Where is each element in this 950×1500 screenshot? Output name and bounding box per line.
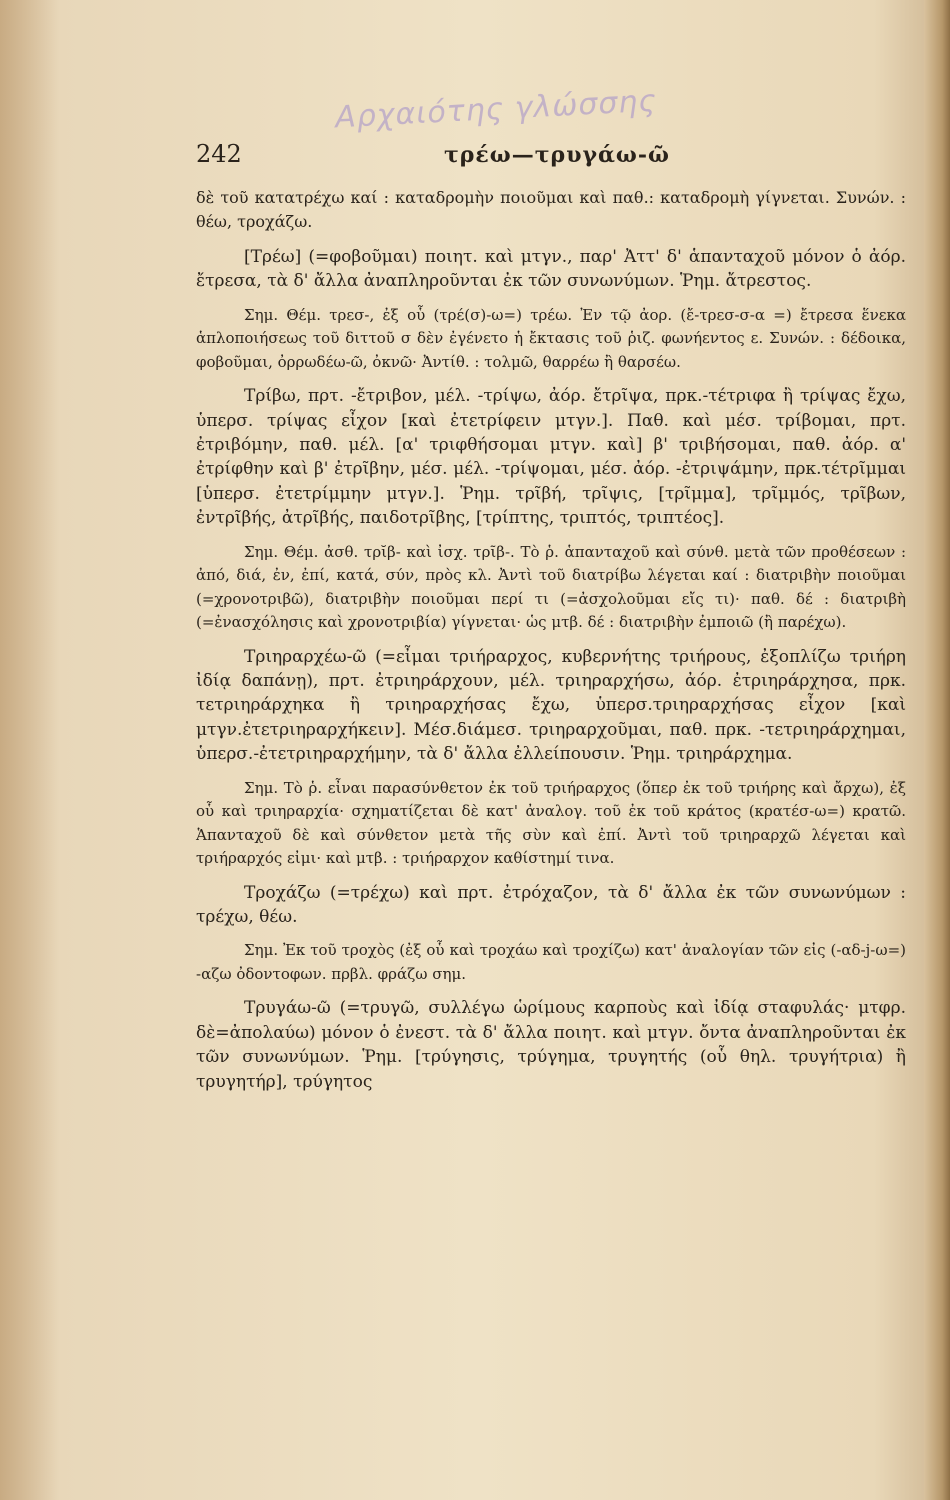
- note-treo: Σημ. Θέμ. τρεσ-, ἐξ οὗ (τρέ(σ)-ω=) τρέω. Ἐν τῷ ἀορ. (ἔ-τρεσ-σ-α =) ἔτρεσα ἕνεκα ἁπλοποιήσεως τοῦ διττοῦ σ δὲν ἐγένετο ἡ ἔκτασις τοῦ ῥιζ. φωνήεντος ε. Συνών. : δέδοικα, φοβοῦμαι, ὀρρωδέω-ῶ, ὀκνῶ· Ἀντίθ. : τολμῶ, θαρρέω ἢ θαρσέω.: [196, 305, 906, 371]
- note-trochazo: Σημ. Ἐκ τοῦ τροχὸς (ἐξ οὗ καὶ τροχάω καὶ τροχίζω) κατ' ἀναλογίαν τῶν εἰς (-αδ-j-ω=) -αζω ὀδοντοφων. πρβλ. φράζω σημ.: [196, 941, 906, 983]
- page-edge: [924, 0, 950, 1500]
- note-trierarcheo: Σημ. Τὸ ῥ. εἶναι παρασύνθετον ἐκ τοῦ τριήραρχος (ὅπερ ἐκ τοῦ τριήρης καὶ ἄρχω), ἐξ οὗ καὶ τριηραρχία· σχηματίζεται δὲ κατ' ἀναλογ. τοῦ ἐκ τοῦ κράτος (κρατέσ-ω=) κρατῶ. Ἁπανταχοῦ δὲ καὶ σύνθετον μετὰ τῆς σὺν καὶ ἐπί. Ἀντὶ τοῦ τριηραρχῶ λέγεται καὶ τριήραρχός εἰμι· καὶ μτβ. : τριήραρχον καθίστημί τινα.: [196, 778, 906, 868]
- running-head: τρέω—τρυγάω-ῶ: [444, 142, 670, 168]
- note-tribo: Σημ. Θέμ. ἀσθ. τρῐβ- καὶ ἰσχ. τρῖβ-. Τὸ ῥ. ἁπανταχοῦ καὶ σύνθ. μετὰ τῶν προθέσεων : ἀπό, διά, ἐν, ἐπί, κατά, σύν, πρὸς κλ. Ἀντὶ τοῦ διατρίβω λέγεται καί : διατριβὴν ποιοῦμαι (=χρονοτριβῶ), διατριβὴν ποιοῦμαι περί τι (=ἀσχολοῦμαι εἴς τι)· παθ. δέ : διατριβὴ (=ἐνασχόλησις καὶ χρονοτριβία) γίγνεται· ὡς μτβ. δέ : διατριβὴν ἐμποιῶ (ἢ παρέχω).: [196, 542, 906, 632]
- entry-tribo: Τρίβω, πρτ. -ἔτριβον, μέλ. -τρίψω, ἀόρ. ἔτρῖψα, πρκ.-τέτριφα ἢ τρίψας ἔχω, ὑπερσ. τρίψας εἶχον [καὶ ἐτετρίφειν μτγν.]. Παθ. καὶ μέσ. τρίβομαι, πρτ. ἐτριβόμην, παθ. μέλ. [α' τριφθήσομαι μτγν. καὶ] β' τριβήσομαι, παθ. ἀόρ. α' ἐτρίφθην καὶ β' ἐτρῖβην, μέσ. μέλ. -τρίψομαι, μέσ. ἀόρ. -ἐτριψάμην, πρκ.τέτρῖμμαι [ὑπερσ. ἐτετρίμμην μτγν.]. Ῥημ. τρῖβή, τρῖψις, [τρῖμμα], τρῖμμός, τρῖβων, ἐντρῖβής, ἀτρῖβής, παιδοτρῖβης, [τρίπτης, τριπτός, τριπτέος].: [196, 386, 906, 529]
- page-body: [196, 186, 906, 1104]
- page-number: 242: [196, 140, 242, 168]
- page-header: [196, 140, 906, 180]
- entry-treo: [Τρέω] (=φοβοῦμαι) ποιητ. καὶ μτγν., παρ' Ἀττ' δ' ἁπανταχοῦ μόνον ὁ ἀόρ. ἔτρεσα, τὰ δ' ἄλλα ἀναπληροῦνται ἐκ τῶν συνωνύμων. Ῥημ. ἄτρεστος.: [196, 246, 906, 292]
- paragraph-continuation: δὲ τοῦ κατατρέχω καί : καταδρομὴν ποιοῦμαι καὶ παθ.: καταδρομὴ γίγνεται. Συνών. : θέω, τροχάζω.: [196, 188, 906, 232]
- handwritten-note: Αρχαιότης γλώσσης: [334, 83, 658, 136]
- entry-trygao: Τρυγάω-ῶ (=τρυγῶ, συλλέγω ὡρίμους καρποὺς καὶ ἰδίᾳ σταφυλάς· μτφρ. δὲ=ἀπολαύω) μόνον ὁ ἐνεστ. τὰ δ' ἄλλα ποιητ. καὶ μτγν. ὄντα ἀναπληροῦνται ἐκ τῶν συνωνύμων. Ῥημ. [τρύγησις, τρύγημα, τρυγητής (οὗ θηλ. τρυγήτρια) ἢ τρυγητήρ], τρύγητος: [196, 998, 906, 1092]
- entry-trierarcheo: Τριηραρχέω-ῶ (=εἶμαι τριήραρχος, κυβερνήτης τριήρους, ἐξοπλίζω τριήρη ἰδίᾳ δαπάνῃ), πρτ. ἐτριηράρχουν, μέλ. τριηραρχήσω, ἀόρ. ἐτριηράρχησα, πρκ. τετριηράρχηκα ἢ τριηραρχήσας ἔχω, ὑπερσ.τριηραρχήσας εἶχον [καὶ μτγν.ἐτετριηραρχήκειν]. Μέσ.διάμεσ. τριηραρχοῦμαι, παθ. πρκ. -τετριηράρχημαι, ὑπερσ.-ἐτετριηραρχήμην, τὰ δ' ἄλλα ἐλλείπουσιν. Ῥημ. τριηράρχημα.: [196, 646, 906, 765]
- entry-trochazo: Τροχάζω (=τρέχω) καὶ πρτ. ἐτρόχαζον, τὰ δ' ἄλλα ἐκ τῶν συνωνύμων : τρέχω, θέω.: [196, 882, 906, 927]
- page-stain: [0, 0, 60, 1500]
